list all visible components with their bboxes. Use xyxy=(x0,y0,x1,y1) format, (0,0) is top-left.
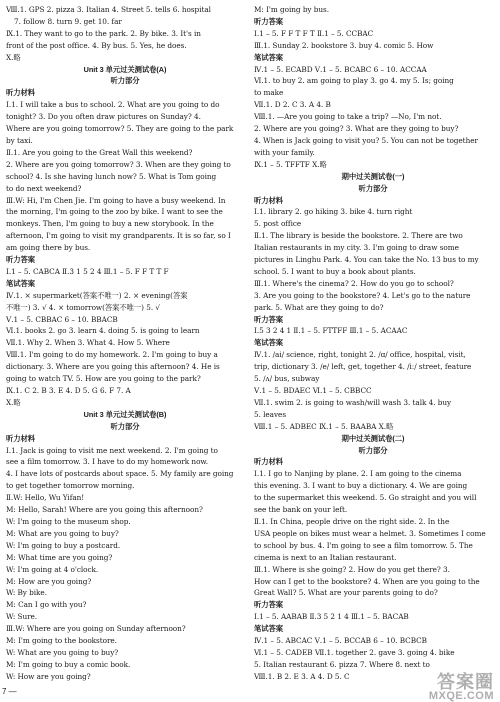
answer-line: 4. I have lots of postcards about space. 5. My family are going xyxy=(6,469,234,479)
answer-line: Ⅹ.略 xyxy=(6,397,21,407)
answer-line: M: I'm going to buy a comic book. xyxy=(6,659,131,669)
answer-line: Ⅲ.1. Where is she going? 2. How do you get there? 3. xyxy=(254,564,450,574)
answer-line: park. 5. What are they going to do? xyxy=(254,302,384,312)
answer-line: M: Can I go with you? xyxy=(6,600,87,610)
answer-line: Ⅷ.1 – 5. ADBEC Ⅸ.1 – 5. BAABA Ⅹ.略 xyxy=(254,421,394,431)
answer-line: Ⅵ.1. to buy 2. am going to play 3. go 4. my 5. Is; going xyxy=(254,76,454,86)
answer-line: school. 5. I want to buy a book about plants. xyxy=(254,266,416,276)
subsection-label: 听力材料 xyxy=(6,433,35,443)
answer-line: 3. Are you going to the bookstore? 4. Let's go to the nature xyxy=(254,290,471,300)
answer-line: Ⅸ.1. They want to go to the park. 2. By bike. 3. It's in xyxy=(6,28,201,38)
section-heading: 听力部分 xyxy=(358,445,388,455)
subsection-label: 听力材料 xyxy=(254,457,283,467)
answer-line: Ⅹ.略 xyxy=(6,52,21,62)
section-heading: 期中过关测试卷(一) xyxy=(341,171,405,181)
answer-line: 7. follow 8. turn 9. get 10. far xyxy=(14,16,122,26)
answer-line: trip, dictionary 3. /e/ left, get, together 4. /iː/ street, feature xyxy=(254,362,472,372)
answer-line: Ⅲ.1. Where's the cinema? 2. How do you go to school? xyxy=(254,278,454,288)
subsection-label: 听力答案 xyxy=(254,16,283,26)
answer-line: 2. Where are you going? 3. What are they going to buy? xyxy=(254,124,459,134)
answer-line: USA people on bikes must wear a helmet. 3. Sometimes I come xyxy=(254,528,486,538)
answer-line: Ⅰ.5 3 2 4 1 Ⅱ.1 – 5. FTTFF Ⅲ.1 – 5. ACAAC xyxy=(254,326,408,336)
answer-line: with your family. xyxy=(254,147,315,157)
answer-line: Ⅳ.1. × supermarket(答案不唯一) 2. × evening(答案 xyxy=(6,290,188,300)
answer-line: Italian restaurants in my city. 3. I'm going to draw some xyxy=(254,243,459,253)
answer-line: W: Sure. xyxy=(6,612,38,622)
answer-line: M: I'm going to the bookstore. xyxy=(6,636,117,646)
left-column xyxy=(6,4,244,683)
answer-line: going to watch TV. 5. How are you going to the park? xyxy=(6,374,201,384)
subsection-label: 听力答案 xyxy=(254,600,283,610)
answer-line: monkeys. Then, I'm going to buy a new storybook. In the xyxy=(6,219,214,229)
answer-line: Ⅰ.1. Jack is going to visit me next weekend. 2. I'm going to xyxy=(6,445,218,455)
answer-line: W: I'm going to buy a postcard. xyxy=(6,540,121,550)
answer-line: to the supermarket this weekend. 5. Go straight and you will xyxy=(254,493,477,503)
answer-line: 4. When is Jack going to visit you? 5. You can not be together xyxy=(254,135,478,145)
answer-line: Ⅱ.1. In China, people drive on the right side. 2. In the xyxy=(254,516,450,526)
answer-line: Ⅷ.1. GPS 2. pizza 3. Italian 4. Street 5. tells 6. hospital xyxy=(6,5,211,14)
answer-line: Ⅲ.W: Hi, I'm Chen Jie. I'm going to have a busy weekend. In xyxy=(6,195,226,205)
answer-line: Ⅰ.1. I will take a bus to school. 2. What are you going to do xyxy=(6,100,220,110)
subsection-label: 笔试答案 xyxy=(254,338,283,348)
answer-line: Ⅲ.W: Where are you going on Sunday afternoon? xyxy=(6,624,186,634)
answer-line: Ⅷ.1. —Are you going to take a trip? —No, I'm not. xyxy=(254,112,442,122)
answer-line: M: I'm going by bus. xyxy=(254,5,330,14)
answer-line: 5. post office xyxy=(254,219,302,229)
watermark-text-top: 答案圈 xyxy=(437,672,494,692)
answer-line: Ⅰ.1. I go to Nanjing by plane. 2. I am going to the cinema xyxy=(254,469,462,479)
page-number: 7 — xyxy=(2,687,17,696)
answer-line: front of the post office. 4. By bus. 5. Yes, he does. xyxy=(6,40,187,50)
subsection-label: 听力答案 xyxy=(6,255,35,265)
answer-line: to school by bus. 4. I'm going to see a film tomorrow. 5. The xyxy=(254,540,473,550)
answer-line: Ⅵ.1 – 5. CADEB Ⅶ.1. together 2. gave 3. going 4. bike xyxy=(254,647,455,657)
answer-line: How can I get to the bookstore? 4. When are you going to the xyxy=(254,576,480,586)
answer-line: school? 4. Is she having lunch now? 5. What is Tom going xyxy=(6,171,217,181)
answer-line: by taxi. xyxy=(6,135,33,145)
answer-line: W: I'm going to the museum shop. xyxy=(6,516,131,526)
answer-line: dictionary. 3. Where are you going this afternoon? 4. He is xyxy=(6,362,220,372)
answer-line: M: What are you going to buy? xyxy=(6,528,119,538)
answer-line: see a film tomorrow. 3. I have to do my homework now. xyxy=(6,457,209,467)
answer-line: to do next weekend? xyxy=(6,183,82,193)
answer-line: Ⅷ.1. B 2. E 3. A 4. D 5. C xyxy=(254,671,350,681)
answer-line: Ⅳ.1 – 5. ABCAC Ⅴ.1 – 5. BCCAB 6 – 10. BCBCB xyxy=(254,636,427,646)
answer-line: Ⅶ.1. Why 2. When 3. What 4. How 5. Where xyxy=(6,338,170,348)
watermark-text-bottom: MXQE.COM xyxy=(428,690,494,702)
section-heading: Unit 3 单元过关测试卷(B) xyxy=(83,409,167,419)
answer-line: afternoon, I'm going to visit my grandparents. It is so far, so I xyxy=(6,231,231,241)
answer-line: M: What time are you going? xyxy=(6,552,113,562)
subsection-label: 听力材料 xyxy=(6,88,35,98)
answer-line: Ⅱ.1. The library is beside the bookstore. 2. There are two xyxy=(254,231,463,241)
answer-line: am going there by bus. xyxy=(6,243,91,253)
answer-line: 2. Where are you going tomorrow? 3. When are they going to xyxy=(6,159,231,169)
answer-line: 5. /ʌ/ bus, subway xyxy=(254,374,320,384)
answer-line: Ⅱ.W: Hello, Wu Yifan! xyxy=(6,493,85,503)
answer-line: Ⅶ.1. swim 2. is going to wash/will wash 3. talk 4. buy xyxy=(254,397,452,407)
answer-line: Ⅶ.1. D 2. C 3. A 4. B xyxy=(254,100,331,110)
answer-line: Ⅴ.1 – 5. BDAEC Ⅵ.1 – 5. CBBCC xyxy=(254,386,372,395)
answer-line: Ⅵ.1. books 2. go 3. learn 4. doing 5. is going to learn xyxy=(6,326,200,336)
section-heading: 听力部分 xyxy=(110,76,140,86)
answer-line: to make xyxy=(254,88,284,98)
answer-line: 5. Italian restaurant 6. pizza 7. Where 8. next to xyxy=(254,659,430,669)
section-heading: 听力部分 xyxy=(110,421,140,431)
answer-line: Ⅳ.1. /ai/ science, right, tonight 2. /ɑ/ office, hospital, visit, xyxy=(254,350,466,360)
section-heading: 听力部分 xyxy=(358,183,388,193)
answer-line: Ⅸ.1. C 2. B 3. E 4. D 5. G 6. F 7. A xyxy=(6,386,131,395)
answer-line: Ⅰ.1. library 2. go hiking 3. bike 4. turn right xyxy=(254,207,413,217)
watermark-logo xyxy=(374,668,494,702)
answer-line: Ⅰ.1 – 5. AABAB Ⅱ.3 5 2 1 4 Ⅲ.1 – 5. BACAB xyxy=(254,612,409,622)
answer-line: pictures in Linghu Park. 4. You can take the No. 13 bus to my xyxy=(254,255,479,265)
answer-line: Ⅷ.1. I'm going to do my homework. 2. I'm going to buy a xyxy=(6,350,218,360)
answer-line: Ⅱ.1. Are you going to the Great Wall this weekend? xyxy=(6,147,193,157)
answer-line: W: What are you going to buy? xyxy=(6,647,119,657)
section-heading: Unit 3 单元过关测试卷(A) xyxy=(83,64,167,74)
answer-line: W: By bike. xyxy=(6,588,47,598)
section-heading: 期中过关测试卷(二) xyxy=(341,433,405,443)
answer-line: the morning, I'm going to the zoo by bike. I want to see the xyxy=(6,207,223,217)
subsection-label: 笔试答案 xyxy=(254,624,283,634)
subsection-label: 笔试答案 xyxy=(254,52,283,62)
answer-line: this evening. 3. I want to buy a dictionary. 4. We are going xyxy=(254,481,468,491)
answer-line: Ⅲ.1. Sunday 2. bookstore 3. buy 4. comic 5. How xyxy=(254,40,434,50)
answer-line: W: I'm going at 4 o'clock. xyxy=(6,564,99,574)
answer-line: M: How are you going? xyxy=(6,576,92,586)
answer-line: Ⅴ.1 – 5. CBBAC 6 – 10. BBACB xyxy=(6,314,118,324)
answer-line: Where are you going tomorrow? 5. They are going to the park xyxy=(6,124,234,134)
answer-line: Ⅸ.1 – 5. TFFTF Ⅹ.略 xyxy=(254,159,327,169)
answer-line: 不唯一) 3. √ 4. × tomorrow(答案不唯一) 5. √ xyxy=(6,302,160,312)
subsection-label: 笔试答案 xyxy=(6,278,35,288)
answer-line: Great Wall? 5. What are your parents going to do? xyxy=(254,588,438,598)
answer-line: Ⅰ.1 – 5. CABCA Ⅱ.3 1 5 2 4 Ⅲ.1 – 5. F F T T F xyxy=(6,266,169,276)
answer-line: W: How are you going? xyxy=(6,671,91,681)
answer-line: M: Hello, Sarah! Where are you going this afternoon? xyxy=(6,505,203,515)
subsection-label: 听力答案 xyxy=(254,314,283,324)
subsection-label: 听力材料 xyxy=(254,195,283,205)
answer-line: tonight? 3. Do you often draw pictures on Sunday? 4. xyxy=(6,112,201,122)
answer-line: 5. leaves xyxy=(254,409,287,419)
answer-line: cinema is next to an Italian restaurant. xyxy=(254,552,397,562)
answer-line: Ⅳ.1 – 5. ECABD Ⅴ.1 – 5. BCABC 6 – 10. ACCAA xyxy=(254,64,427,74)
answer-line: see the bank on your left. xyxy=(254,505,348,515)
answer-line: to get together tomorrow morning. xyxy=(6,481,135,491)
right-column xyxy=(254,4,492,683)
answer-line: Ⅰ.1 – 5. F F T F T Ⅱ.1 – 5. CCBAC xyxy=(254,28,374,38)
